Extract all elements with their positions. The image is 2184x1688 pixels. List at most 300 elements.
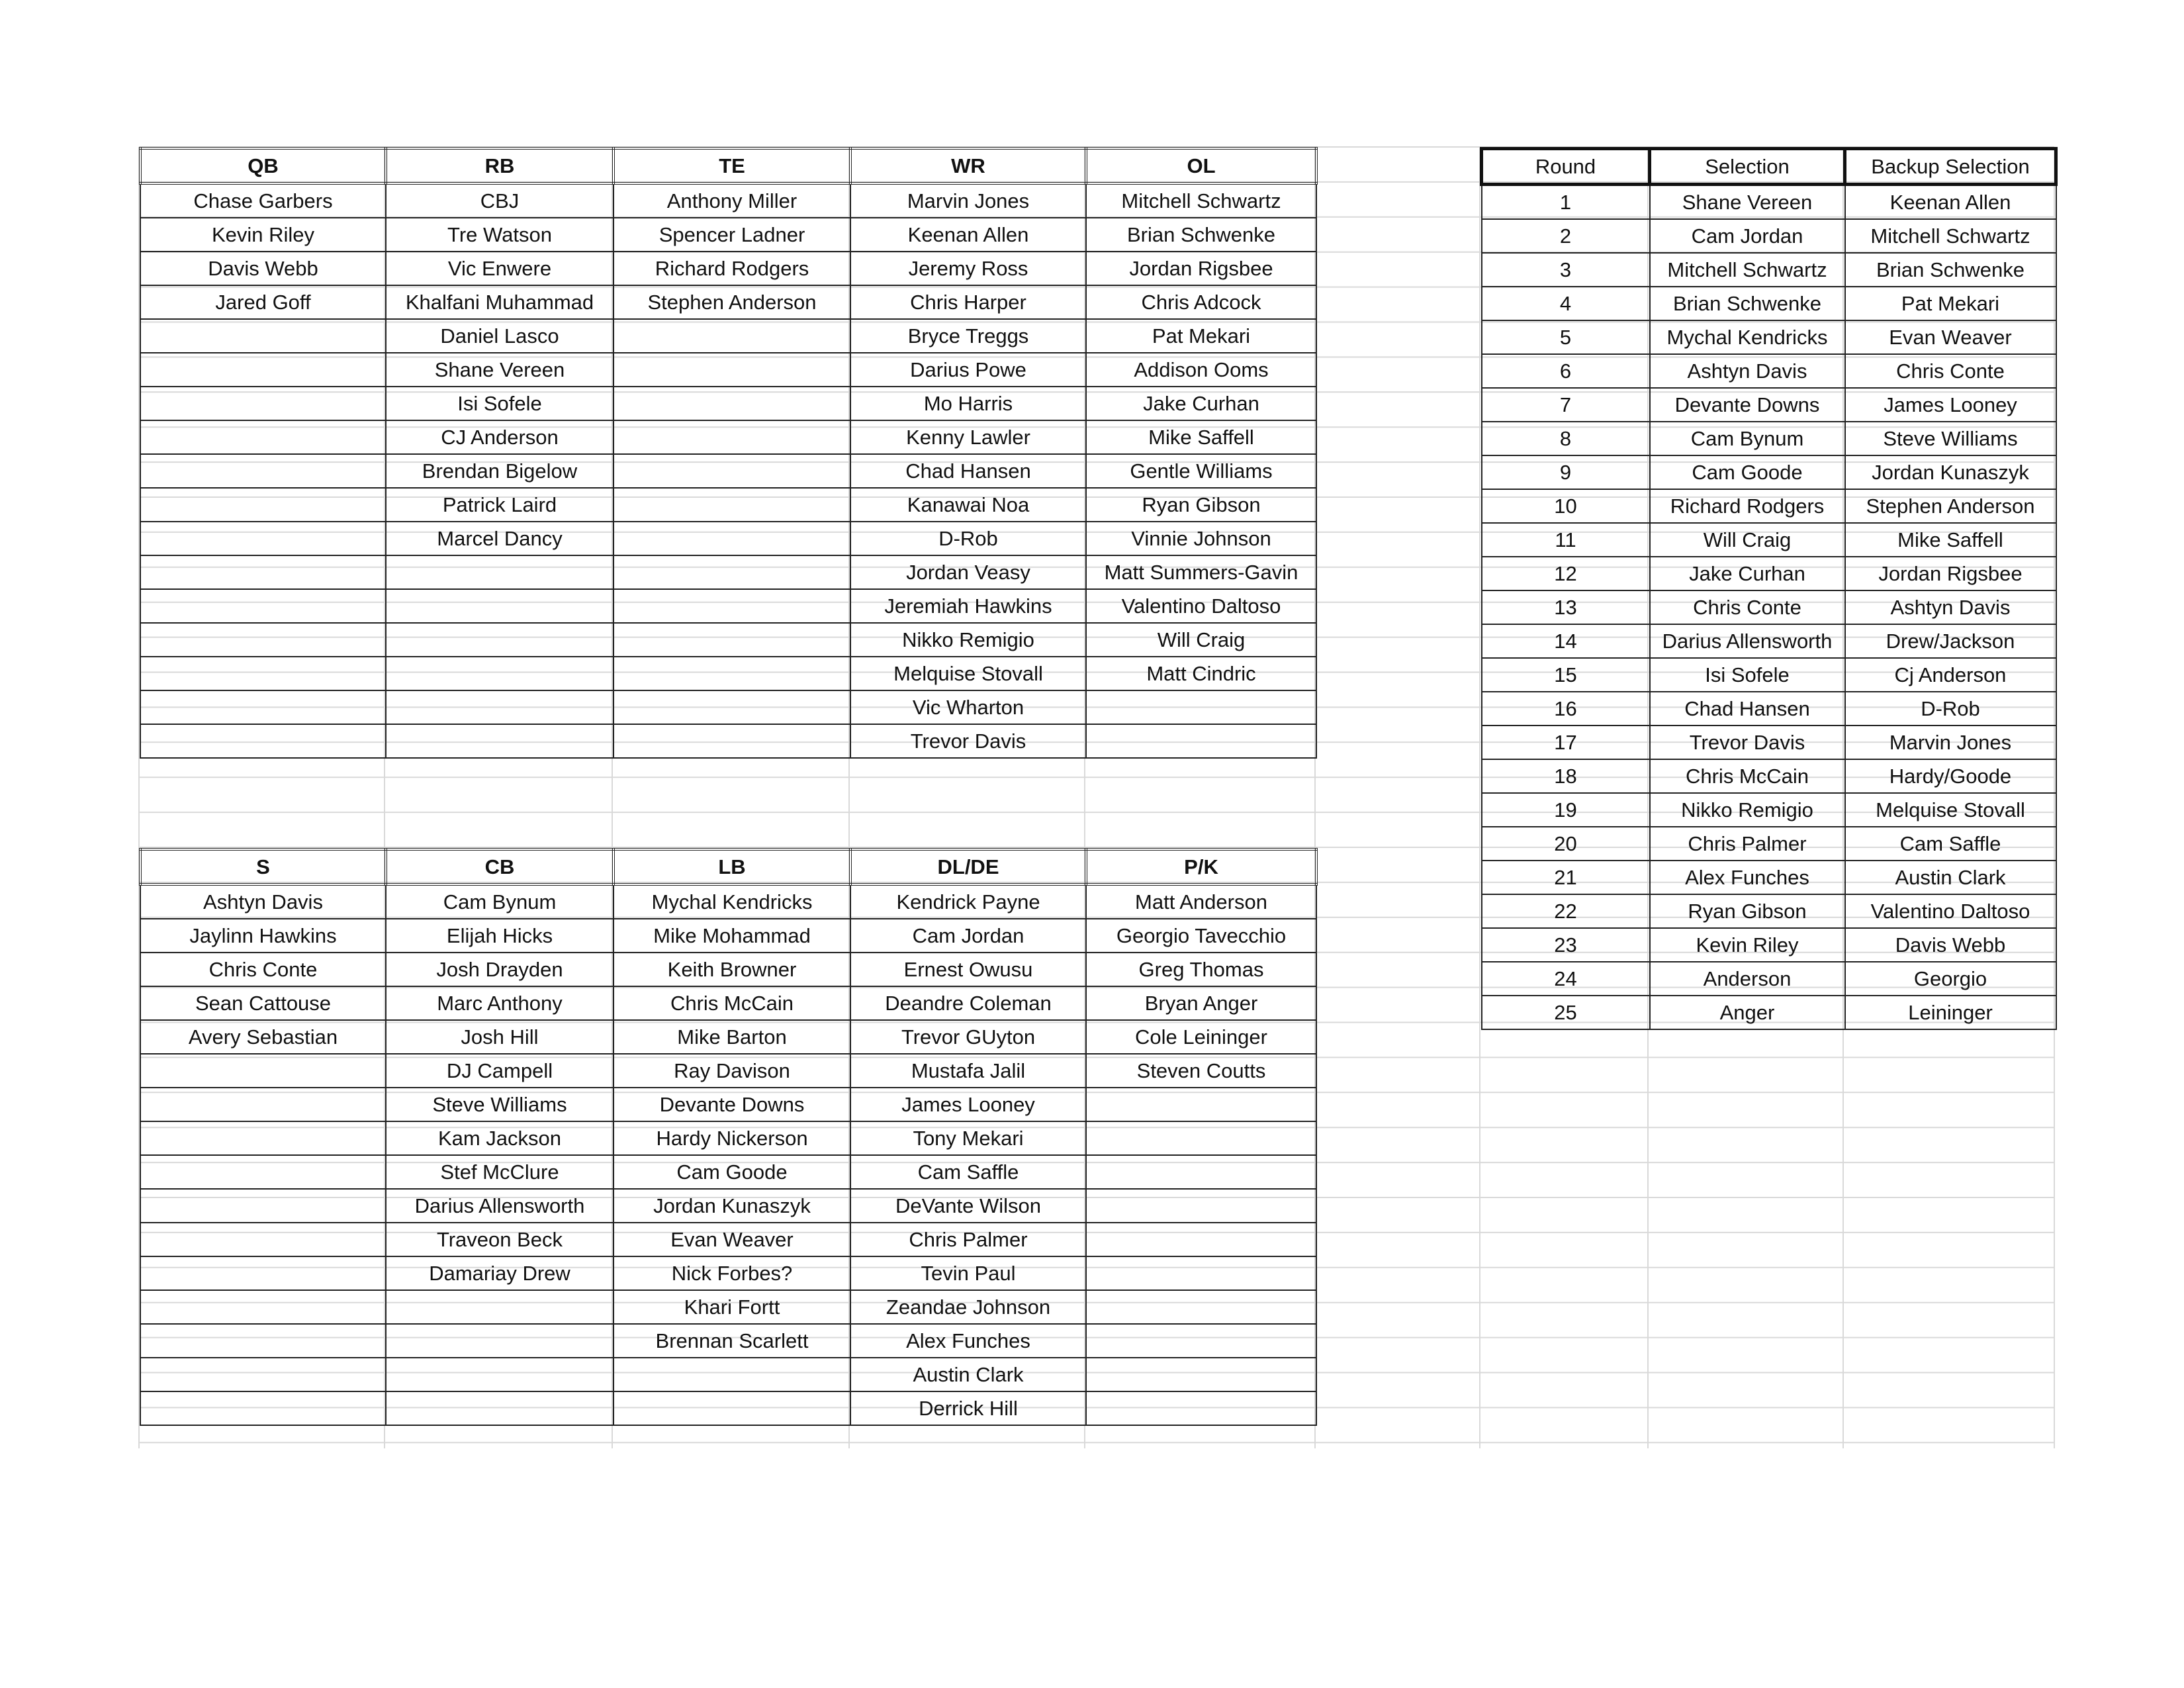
player-cell: [386, 1391, 614, 1425]
table-row: [1482, 253, 2056, 287]
defense-body: [140, 884, 1316, 1425]
table-row: [1482, 320, 2056, 354]
player-cell: Deandre Coleman: [850, 986, 1086, 1020]
round-cell: 9: [1482, 455, 1650, 489]
player-cell: Gentle Williams: [1086, 454, 1316, 488]
table-row: [140, 1223, 1316, 1256]
player-cell: Jared Goff: [140, 285, 386, 319]
player-cell: Kanawai Noa: [850, 488, 1086, 522]
round-cell: 16: [1482, 692, 1650, 726]
backup-selection-cell: Drew/Jackson: [1845, 624, 2056, 658]
draft-header-row: [1482, 149, 2056, 185]
player-cell: Matt Summers-Gavin: [1086, 555, 1316, 589]
selection-cell: Chris McCain: [1650, 759, 1845, 793]
round-cell: 1: [1482, 185, 1650, 220]
draft-header-round: Round: [1482, 149, 1650, 185]
player-cell: Josh Drayden: [386, 953, 614, 986]
player-cell: [386, 1290, 614, 1324]
player-cell: [1086, 1324, 1316, 1358]
player-cell: [140, 319, 386, 353]
table-row: [140, 919, 1316, 953]
table-row: [1482, 962, 2056, 996]
round-cell: 21: [1482, 861, 1650, 894]
player-cell: Mike Mohammad: [614, 919, 850, 953]
selection-cell: Will Craig: [1650, 523, 1845, 557]
player-cell: Pat Mekari: [1086, 319, 1316, 353]
selection-cell: Ashtyn Davis: [1650, 354, 1845, 388]
defense-header-p-k: P/K: [1086, 849, 1316, 884]
player-cell: [140, 1223, 386, 1256]
table-row: [1482, 455, 2056, 489]
player-cell: [1086, 1155, 1316, 1189]
table-row: [1482, 523, 2056, 557]
round-cell: 2: [1482, 219, 1650, 253]
round-cell: 10: [1482, 489, 1650, 523]
table-row: [1482, 590, 2056, 624]
player-cell: Traveon Beck: [386, 1223, 614, 1256]
selection-cell: Richard Rodgers: [1650, 489, 1845, 523]
player-cell: [140, 353, 386, 387]
table-row: [140, 1054, 1316, 1088]
draft-body: [1482, 185, 2056, 1030]
player-cell: Jeremy Ross: [850, 252, 1086, 285]
player-cell: [614, 488, 850, 522]
player-cell: Steve Williams: [386, 1088, 614, 1121]
table-row: [1482, 489, 2056, 523]
player-cell: [1086, 690, 1316, 724]
backup-selection-cell: Chris Conte: [1845, 354, 2056, 388]
player-cell: Ashtyn Davis: [140, 884, 386, 919]
player-cell: [1086, 1290, 1316, 1324]
backup-selection-cell: Pat Mekari: [1845, 287, 2056, 320]
player-cell: [614, 589, 850, 623]
table-row: [140, 420, 1316, 454]
draft-selection-table: [1480, 147, 2058, 1030]
player-cell: Josh Hill: [386, 1020, 614, 1054]
backup-selection-cell: Valentino Daltoso: [1845, 894, 2056, 928]
player-cell: [140, 488, 386, 522]
player-cell: [1086, 1121, 1316, 1155]
player-cell: Chris Adcock: [1086, 285, 1316, 319]
table-row: [140, 1189, 1316, 1223]
table-row: [140, 884, 1316, 919]
player-cell: [614, 724, 850, 758]
player-cell: Vinnie Johnson: [1086, 522, 1316, 555]
draft-header-backup-selection: Backup Selection: [1845, 149, 2056, 185]
table-row: [140, 1290, 1316, 1324]
selection-cell: Chris Palmer: [1650, 827, 1845, 861]
player-cell: Addison Ooms: [1086, 353, 1316, 387]
player-cell: [386, 657, 614, 690]
table-row: [1482, 658, 2056, 692]
player-cell: [614, 454, 850, 488]
table-row: [140, 623, 1316, 657]
player-cell: CJ Anderson: [386, 420, 614, 454]
player-cell: Bryce Treggs: [850, 319, 1086, 353]
player-cell: Anthony Miller: [614, 183, 850, 218]
table-row: [1482, 726, 2056, 759]
selection-cell: Alex Funches: [1650, 861, 1845, 894]
backup-selection-cell: Mike Saffell: [1845, 523, 2056, 557]
table-row: [140, 488, 1316, 522]
player-cell: Melquise Stovall: [850, 657, 1086, 690]
selection-cell: Trevor Davis: [1650, 726, 1845, 759]
offense-header-rb: RB: [386, 148, 614, 183]
player-cell: [614, 555, 850, 589]
player-cell: [614, 1391, 850, 1425]
player-cell: Nikko Remigio: [850, 623, 1086, 657]
backup-selection-cell: Austin Clark: [1845, 861, 2056, 894]
player-cell: Bryan Anger: [1086, 986, 1316, 1020]
defense-header-s: S: [140, 849, 386, 884]
table-row: [140, 1020, 1316, 1054]
player-cell: Jeremiah Hawkins: [850, 589, 1086, 623]
player-cell: Jordan Kunaszyk: [614, 1189, 850, 1223]
player-cell: Georgio Tavecchio: [1086, 919, 1316, 953]
table-row: [1482, 624, 2056, 658]
player-cell: Derrick Hill: [850, 1391, 1086, 1425]
backup-selection-cell: Marvin Jones: [1845, 726, 2056, 759]
player-cell: [1086, 1189, 1316, 1223]
player-cell: Kevin Riley: [140, 218, 386, 252]
player-cell: Chase Garbers: [140, 183, 386, 218]
table-row: [140, 1358, 1316, 1391]
backup-selection-cell: Leininger: [1845, 996, 2056, 1029]
defense-header-row: [140, 849, 1316, 884]
round-cell: 19: [1482, 793, 1650, 827]
player-cell: [386, 724, 614, 758]
selection-cell: Isi Sofele: [1650, 658, 1845, 692]
round-cell: 14: [1482, 624, 1650, 658]
player-cell: Mo Harris: [850, 387, 1086, 420]
round-cell: 23: [1482, 928, 1650, 962]
player-cell: [614, 1358, 850, 1391]
player-cell: [614, 657, 850, 690]
backup-selection-cell: Brian Schwenke: [1845, 253, 2056, 287]
player-cell: Matt Anderson: [1086, 884, 1316, 919]
backup-selection-cell: James Looney: [1845, 388, 2056, 422]
selection-cell: Anger: [1650, 996, 1845, 1029]
selection-cell: Brian Schwenke: [1650, 287, 1845, 320]
selection-cell: Anderson: [1650, 962, 1845, 996]
selection-cell: Mitchell Schwartz: [1650, 253, 1845, 287]
defense-depth-chart: [139, 848, 1318, 1426]
table-row: [140, 986, 1316, 1020]
player-cell: D-Rob: [850, 522, 1086, 555]
table-row: [1482, 388, 2056, 422]
player-cell: Spencer Ladner: [614, 218, 850, 252]
player-cell: [1086, 1358, 1316, 1391]
round-cell: 7: [1482, 388, 1650, 422]
table-row: [140, 183, 1316, 218]
player-cell: [140, 522, 386, 555]
player-cell: Marcel Dancy: [386, 522, 614, 555]
player-cell: Chris Palmer: [850, 1223, 1086, 1256]
player-cell: [140, 1256, 386, 1290]
player-cell: Cam Goode: [614, 1155, 850, 1189]
player-cell: DJ Campell: [386, 1054, 614, 1088]
offense-body: [140, 183, 1316, 758]
player-cell: Keenan Allen: [850, 218, 1086, 252]
round-cell: 18: [1482, 759, 1650, 793]
table-row: [1482, 759, 2056, 793]
selection-cell: Darius Allensworth: [1650, 624, 1845, 658]
selection-cell: Devante Downs: [1650, 388, 1845, 422]
player-cell: Mike Saffell: [1086, 420, 1316, 454]
backup-selection-cell: Keenan Allen: [1845, 185, 2056, 220]
selection-cell: Shane Vereen: [1650, 185, 1845, 220]
table-row: [140, 1324, 1316, 1358]
player-cell: Khari Fortt: [614, 1290, 850, 1324]
table-row: [1482, 422, 2056, 455]
player-cell: Trevor GUyton: [850, 1020, 1086, 1054]
player-cell: Daniel Lasco: [386, 319, 614, 353]
player-cell: [614, 420, 850, 454]
player-cell: Khalfani Muhammad: [386, 285, 614, 319]
backup-selection-cell: Davis Webb: [1845, 928, 2056, 962]
backup-selection-cell: Stephen Anderson: [1845, 489, 2056, 523]
backup-selection-cell: Cam Saffle: [1845, 827, 2056, 861]
player-cell: Jaylinn Hawkins: [140, 919, 386, 953]
player-cell: Mike Barton: [614, 1020, 850, 1054]
player-cell: Sean Cattouse: [140, 986, 386, 1020]
table-row: [140, 387, 1316, 420]
player-cell: Chad Hansen: [850, 454, 1086, 488]
player-cell: Stef McClure: [386, 1155, 614, 1189]
round-cell: 6: [1482, 354, 1650, 388]
player-cell: Austin Clark: [850, 1358, 1086, 1391]
player-cell: Mychal Kendricks: [614, 884, 850, 919]
player-cell: Jordan Veasy: [850, 555, 1086, 589]
table-row: [140, 353, 1316, 387]
player-cell: DeVante Wilson: [850, 1189, 1086, 1223]
backup-selection-cell: Georgio: [1845, 962, 2056, 996]
player-cell: Vic Enwere: [386, 252, 614, 285]
player-cell: Shane Vereen: [386, 353, 614, 387]
table-row: [1482, 861, 2056, 894]
player-cell: Chris McCain: [614, 986, 850, 1020]
player-cell: [1086, 1391, 1316, 1425]
table-row: [1482, 827, 2056, 861]
player-cell: Hardy Nickerson: [614, 1121, 850, 1155]
round-cell: 8: [1482, 422, 1650, 455]
round-cell: 11: [1482, 523, 1650, 557]
player-cell: Marc Anthony: [386, 986, 614, 1020]
player-cell: Nick Forbes?: [614, 1256, 850, 1290]
player-cell: [386, 690, 614, 724]
backup-selection-cell: Cj Anderson: [1845, 658, 2056, 692]
table-row: [1482, 996, 2056, 1029]
table-row: [140, 1256, 1316, 1290]
table-row: [140, 657, 1316, 690]
player-cell: Stephen Anderson: [614, 285, 850, 319]
player-cell: Cam Jordan: [850, 919, 1086, 953]
selection-cell: Cam Goode: [1650, 455, 1845, 489]
player-cell: Mustafa Jalil: [850, 1054, 1086, 1088]
player-cell: [386, 555, 614, 589]
player-cell: Kendrick Payne: [850, 884, 1086, 919]
player-cell: Tony Mekari: [850, 1121, 1086, 1155]
table-row: [140, 555, 1316, 589]
player-cell: Greg Thomas: [1086, 953, 1316, 986]
player-cell: Ernest Owusu: [850, 953, 1086, 986]
player-cell: Zeandae Johnson: [850, 1290, 1086, 1324]
table-row: [140, 1088, 1316, 1121]
player-cell: [140, 1088, 386, 1121]
table-row: [1482, 219, 2056, 253]
selection-cell: Cam Jordan: [1650, 219, 1845, 253]
player-cell: Isi Sofele: [386, 387, 614, 420]
selection-cell: Kevin Riley: [1650, 928, 1845, 962]
player-cell: Vic Wharton: [850, 690, 1086, 724]
player-cell: Steven Coutts: [1086, 1054, 1316, 1088]
player-cell: [140, 1189, 386, 1223]
player-cell: Trevor Davis: [850, 724, 1086, 758]
backup-selection-cell: D-Rob: [1845, 692, 2056, 726]
selection-cell: Cam Bynum: [1650, 422, 1845, 455]
player-cell: Chris Harper: [850, 285, 1086, 319]
player-cell: Avery Sebastian: [140, 1020, 386, 1054]
player-cell: [140, 1121, 386, 1155]
round-cell: 13: [1482, 590, 1650, 624]
defense-header-cb: CB: [386, 849, 614, 884]
table-row: [1482, 894, 2056, 928]
player-cell: Will Craig: [1086, 623, 1316, 657]
table-row: [140, 522, 1316, 555]
table-row: [140, 589, 1316, 623]
player-cell: [386, 1324, 614, 1358]
player-cell: [140, 420, 386, 454]
player-cell: Devante Downs: [614, 1088, 850, 1121]
table-row: [140, 1391, 1316, 1425]
table-row: [140, 319, 1316, 353]
player-cell: [1086, 1088, 1316, 1121]
player-cell: [386, 589, 614, 623]
round-cell: 20: [1482, 827, 1650, 861]
player-cell: Valentino Daltoso: [1086, 589, 1316, 623]
offense-header-row: [140, 148, 1316, 183]
player-cell: Kam Jackson: [386, 1121, 614, 1155]
player-cell: Darius Powe: [850, 353, 1086, 387]
round-cell: 5: [1482, 320, 1650, 354]
player-cell: Marvin Jones: [850, 183, 1086, 218]
backup-selection-cell: Hardy/Goode: [1845, 759, 2056, 793]
player-cell: CBJ: [386, 183, 614, 218]
player-cell: Ray Davison: [614, 1054, 850, 1088]
table-row: [140, 1121, 1316, 1155]
player-cell: [614, 319, 850, 353]
player-cell: [140, 555, 386, 589]
table-row: [140, 1155, 1316, 1189]
selection-cell: Mychal Kendricks: [1650, 320, 1845, 354]
player-cell: [614, 387, 850, 420]
table-row: [140, 953, 1316, 986]
player-cell: Tevin Paul: [850, 1256, 1086, 1290]
round-cell: 4: [1482, 287, 1650, 320]
player-cell: [140, 387, 386, 420]
player-cell: Mitchell Schwartz: [1086, 183, 1316, 218]
table-row: [140, 690, 1316, 724]
selection-cell: Chris Conte: [1650, 590, 1845, 624]
player-cell: Brian Schwenke: [1086, 218, 1316, 252]
draft-header-selection: Selection: [1650, 149, 1845, 185]
player-cell: Damariay Drew: [386, 1256, 614, 1290]
player-cell: Evan Weaver: [614, 1223, 850, 1256]
table-row: [1482, 793, 2056, 827]
round-cell: 3: [1482, 253, 1650, 287]
player-cell: [140, 1054, 386, 1088]
offense-header-te: TE: [614, 148, 850, 183]
player-cell: [140, 1290, 386, 1324]
player-cell: [140, 1391, 386, 1425]
player-cell: [140, 454, 386, 488]
table-row: [140, 454, 1316, 488]
player-cell: Richard Rodgers: [614, 252, 850, 285]
round-cell: 25: [1482, 996, 1650, 1029]
table-row: [140, 285, 1316, 319]
selection-cell: Chad Hansen: [1650, 692, 1845, 726]
player-cell: [614, 353, 850, 387]
round-cell: 17: [1482, 726, 1650, 759]
player-cell: [140, 1358, 386, 1391]
player-cell: [140, 724, 386, 758]
player-cell: Alex Funches: [850, 1324, 1086, 1358]
backup-selection-cell: Melquise Stovall: [1845, 793, 2056, 827]
player-cell: [614, 623, 850, 657]
table-row: [1482, 928, 2056, 962]
round-cell: 12: [1482, 557, 1650, 590]
player-cell: Elijah Hicks: [386, 919, 614, 953]
player-cell: [614, 522, 850, 555]
player-cell: Keith Browner: [614, 953, 850, 986]
backup-selection-cell: Evan Weaver: [1845, 320, 2056, 354]
player-cell: Cam Bynum: [386, 884, 614, 919]
selection-cell: Nikko Remigio: [1650, 793, 1845, 827]
player-cell: Cole Leininger: [1086, 1020, 1316, 1054]
table-row: [1482, 185, 2056, 220]
selection-cell: Jake Curhan: [1650, 557, 1845, 590]
player-cell: James Looney: [850, 1088, 1086, 1121]
selection-cell: Ryan Gibson: [1650, 894, 1845, 928]
player-cell: [1086, 1223, 1316, 1256]
round-cell: 22: [1482, 894, 1650, 928]
table-row: [140, 724, 1316, 758]
player-cell: Ryan Gibson: [1086, 488, 1316, 522]
offense-header-ol: OL: [1086, 148, 1316, 183]
player-cell: [386, 1358, 614, 1391]
table-row: [1482, 557, 2056, 590]
table-row: [1482, 287, 2056, 320]
player-cell: Brendan Bigelow: [386, 454, 614, 488]
player-cell: Davis Webb: [140, 252, 386, 285]
player-cell: [1086, 1256, 1316, 1290]
backup-selection-cell: Jordan Rigsbee: [1845, 557, 2056, 590]
player-cell: Cam Saffle: [850, 1155, 1086, 1189]
player-cell: Tre Watson: [386, 218, 614, 252]
player-cell: Jake Curhan: [1086, 387, 1316, 420]
player-cell: [140, 1155, 386, 1189]
player-cell: Chris Conte: [140, 953, 386, 986]
table-row: [1482, 354, 2056, 388]
player-cell: [140, 589, 386, 623]
player-cell: [140, 657, 386, 690]
defense-header-lb: LB: [614, 849, 850, 884]
backup-selection-cell: Ashtyn Davis: [1845, 590, 2056, 624]
table-row: [140, 252, 1316, 285]
player-cell: [614, 690, 850, 724]
offense-header-qb: QB: [140, 148, 386, 183]
player-cell: Matt Cindric: [1086, 657, 1316, 690]
